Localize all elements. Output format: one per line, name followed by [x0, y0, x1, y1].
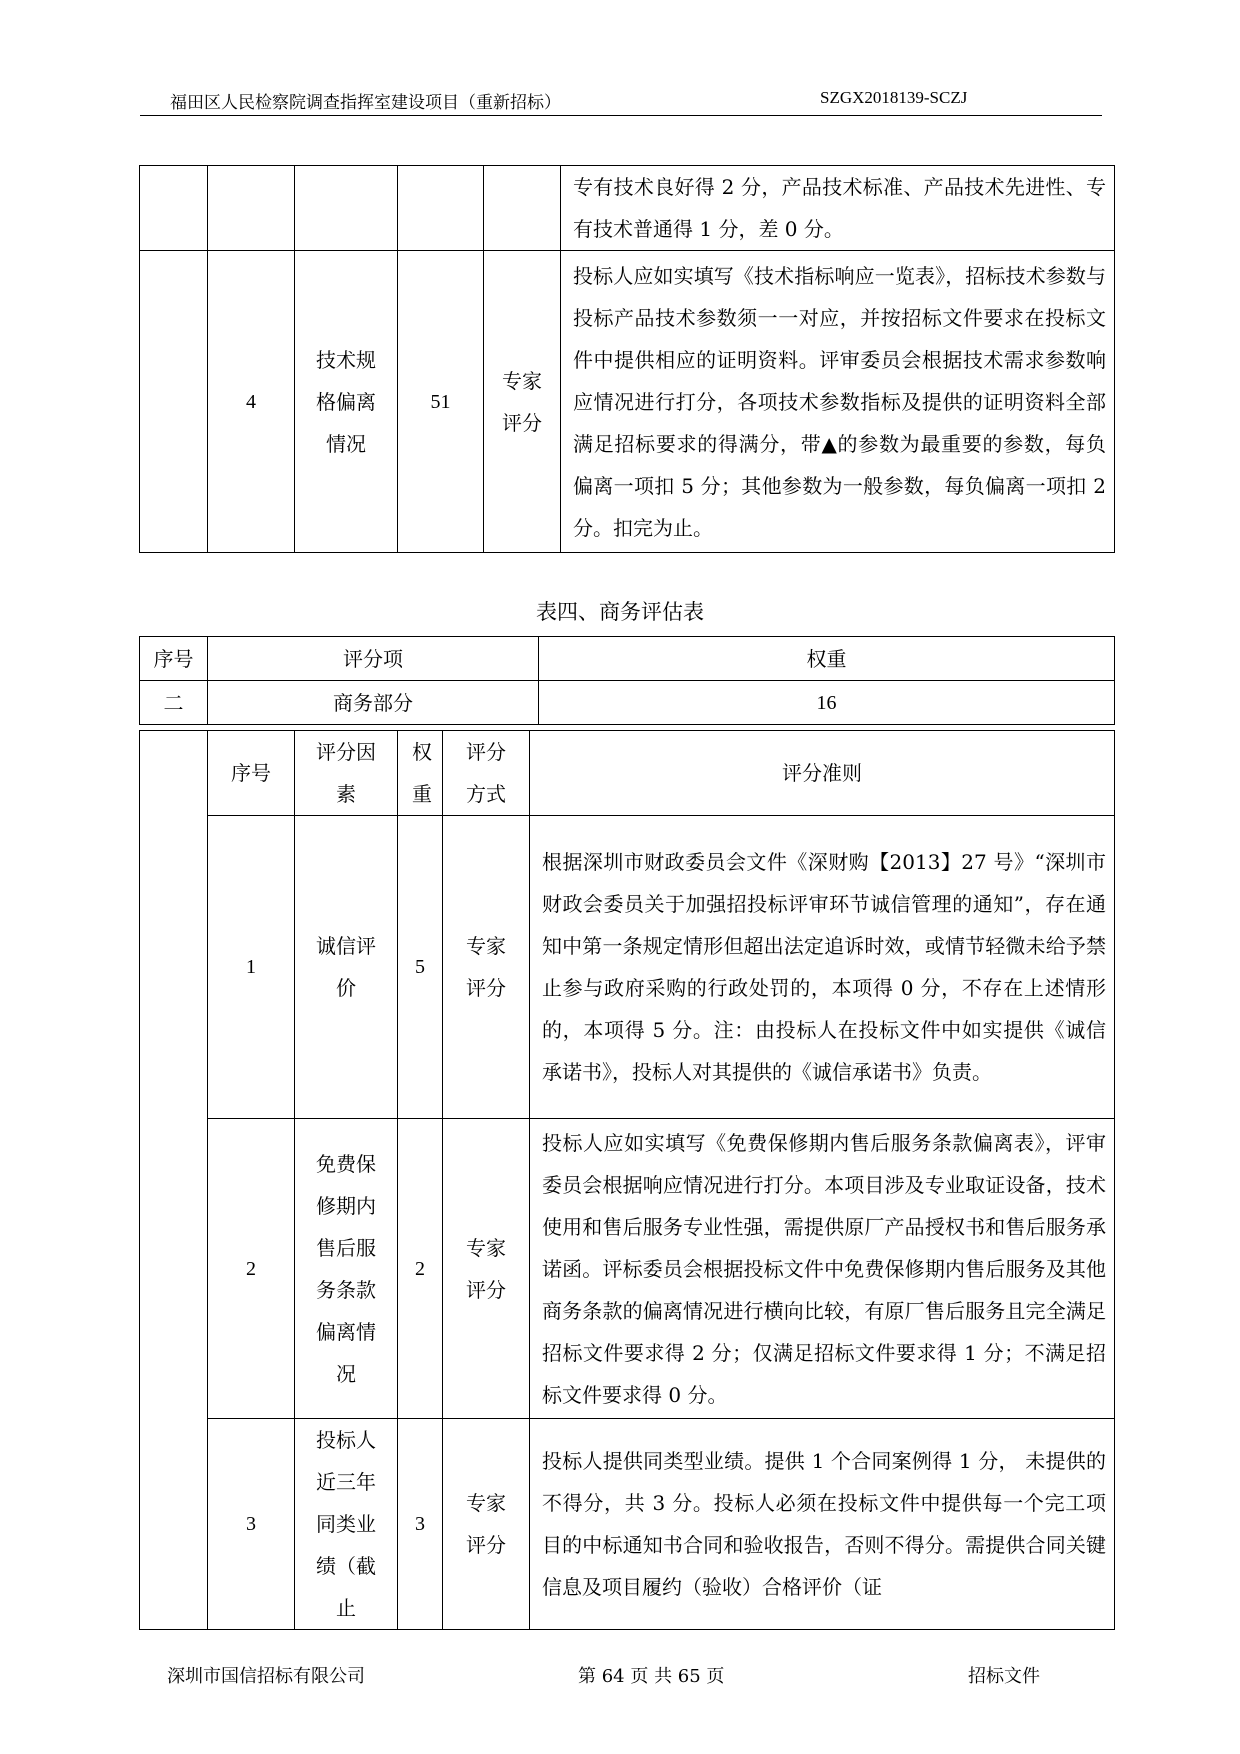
scoring-rule: 投标人应如实填写《技术指标响应一览表》，招标技术参数与投标产品技术参数须一一对应，并按招标文件要求在投标文件中提供相应的证明资料。评审委员会根据技术需求参数响应情况进行打分，各项技术参数指标及提供的证明资料全部满足招标要求的得满分，带▲的参数为最重要的参数，每负偏离一项扣 5 分；其他参数为一般参数，每负偏离一项扣 2 分。扣完为止。 [561, 251, 1115, 553]
column-header-weight: 权重 [539, 637, 1115, 681]
table-row [140, 816, 1115, 1119]
section-weight: 16 [539, 681, 1115, 725]
section-number: 二 [140, 681, 208, 725]
scoring-method: 专家评分 [443, 1419, 530, 1630]
table-cell [484, 166, 561, 251]
header-divider [140, 115, 1102, 116]
section-title: 商务部分 [208, 681, 539, 725]
scoring-rule: 投标人应如实填写《免费保修期内售后服务条款偏离表》，评审委员会根据响应情况进行打分。本项目涉及专业取证设备，技术使用和售后服务专业性强，需提供原厂产品授权书和售后服务承诺函。评标委员会根据投标文件中免费保修期内售后服务及其他商务条款的偏离情况进行横向比较，有原厂售后服务且完全满足招标文件要求得 2 分；仅满足招标文件要求得 1 分；不满足招标文件要求得 0 分。 [530, 1119, 1115, 1419]
section-row [140, 681, 1115, 725]
table-header-row [140, 731, 1115, 816]
row-number: 4 [208, 251, 295, 553]
table-caption: 表四、商务评估表 [536, 600, 704, 624]
footer-company: 深圳市国信招标有限公司 [167, 1666, 365, 1687]
column-header-rule: 评分准则 [530, 731, 1115, 816]
header-project-title: 福田区人民检察院调查指挥室建设项目（重新招标） [170, 93, 561, 113]
table-cell [208, 166, 295, 251]
table-cell-empty [140, 166, 208, 251]
row-number: 3 [208, 1419, 295, 1630]
scoring-rule: 根据深圳市财政委员会文件《深财购【2013】27 号》“深圳市财政会委员关于加强招投标评审环节诚信管理的通知”，存在通知中第一条规定情形但超出法定追诉时效，或情节轻微未给予禁止参与政府采购的行政处罚的，本项得 0 分，不存在上述情形的，本项得 5 分。注：由投标人在投标文件中如实提供《诚信承诺书》，投标人对其提供的《诚信承诺书》负责。 [530, 816, 1115, 1119]
table-cell-empty [140, 731, 208, 1630]
factor-weight: 5 [398, 816, 443, 1119]
scoring-factor: 诚信评价 [295, 816, 398, 1119]
scoring-method: 专家评分 [443, 816, 530, 1119]
column-header-weight: 权重 [398, 731, 443, 816]
footer-page-number: 第 64 页 共 65 页 [578, 1666, 725, 1687]
business-detail-table [139, 730, 1115, 1630]
table-row [140, 1119, 1115, 1419]
factor-weight: 2 [398, 1119, 443, 1419]
table-cell-empty [140, 251, 208, 553]
row-number: 1 [208, 816, 295, 1119]
scoring-factor: 免费保修期内售后服务条款偏离情况 [295, 1119, 398, 1419]
row-number: 2 [208, 1119, 295, 1419]
table-row [140, 166, 1115, 251]
column-header-no: 序号 [140, 637, 208, 681]
scoring-method: 专家评分 [484, 251, 561, 553]
scoring-item: 技术规格偏离情况 [295, 251, 398, 553]
scoring-rule: 投标人提供同类型业绩。提供 1 个合同案例得 1 分， 未提供的不得分，共 3 分。投标人必须在投标文件中提供每一个完工项目的中标通知书合同和验收报告，否则不得分。需提供合同关键信息及项目履约（验收）合格评价（证 [530, 1419, 1115, 1630]
table-row [140, 1419, 1115, 1630]
column-header-method: 评分方式 [443, 731, 530, 816]
table-cell [398, 166, 484, 251]
column-header-factor: 评分因素 [295, 731, 398, 816]
scoring-rule: 专有技术良好得 2 分，产品技术标准、产品技术先进性、专有技术普通得 1 分，差 0 分。 [561, 166, 1115, 251]
table-cell [295, 166, 398, 251]
footer-document-type: 招标文件 [968, 1666, 1040, 1687]
item-weight: 51 [398, 251, 484, 553]
factor-weight: 3 [398, 1419, 443, 1630]
header-project-code: SZGX2018139-SCZJ [820, 88, 968, 107]
table-row [140, 251, 1115, 553]
column-header-item: 评分项 [208, 637, 539, 681]
scoring-factor: 投标人近三年同类业绩（截止 [295, 1419, 398, 1630]
business-header-table [139, 636, 1115, 725]
technical-score-table [139, 165, 1115, 553]
scoring-method: 专家评分 [443, 1119, 530, 1419]
column-header-no: 序号 [208, 731, 295, 816]
table-header-row [140, 637, 1115, 681]
